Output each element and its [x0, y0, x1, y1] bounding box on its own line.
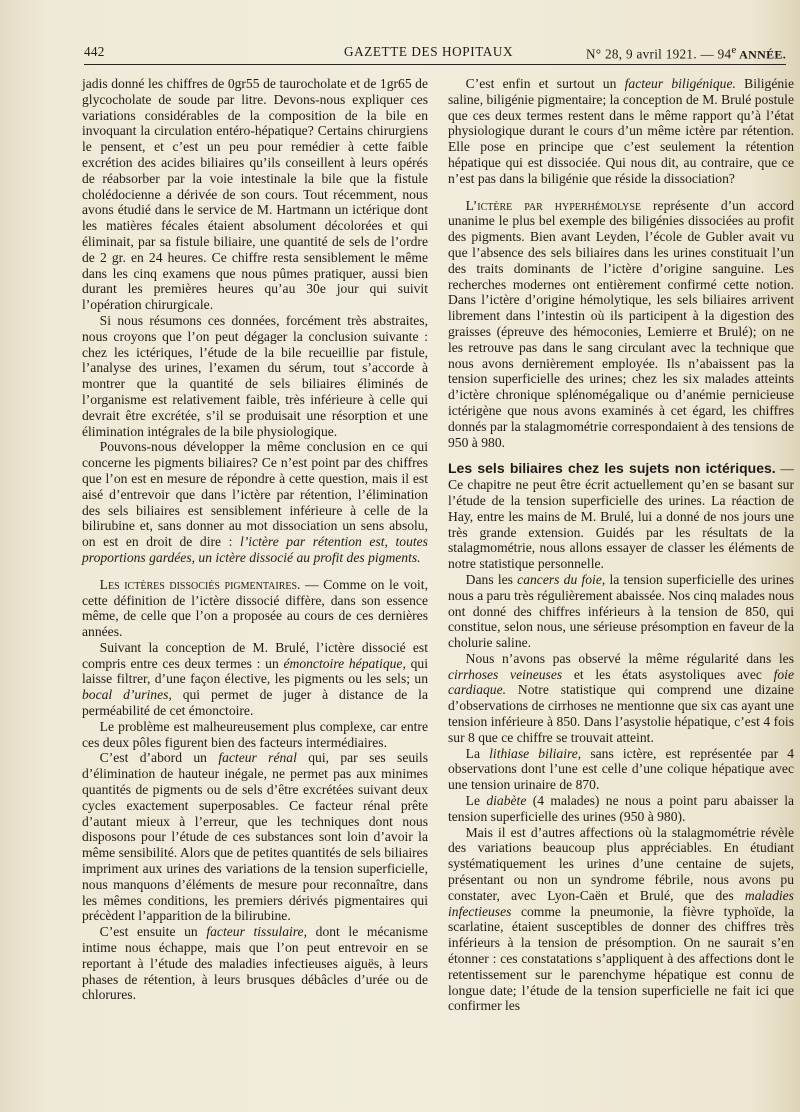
- italic-term: facteur rénal: [218, 750, 297, 766]
- paragraph: [82, 439, 428, 565]
- paragraph-text: représente d’un accord unanime le plus bel exemple des biligénies dissociées au profit des pigments. Bien avant Leyden, l’école de Gubler avait vu que l’absence des sels biliaires dans les urines constituait l’un des traits dominants de l’ictère d’origine sanguine. Les recherches modernes ont entièrement confirmé cette notion. Dans l’ictère d’origine hémolytique, les sels biliaires arrivent librement dans l’intestin où ils participent à la digestion des graisses (épreuve des hémoconies, Lemierre et Brulé); on ne les retrouve pas dans le sang circulant avec la technique que nous avons dernièrement employée. Ils n’abaissent pas la tension superficielle des urines; chez les six malades atteints d’ictère chronique splénomégalique ou d’anémie pernicieuse ictérigène que nous avons examinés à cet égard, les chiffres donnés par la stalagmométrie correspondaient à des tensions de 950 à 980.: [448, 197, 794, 450]
- paragraph-text: et les états asystoliques avec: [573, 666, 762, 682]
- paragraph-text: C’est d’abord un: [99, 750, 207, 766]
- italic-term: bocal d’urines,: [82, 687, 172, 703]
- paragraph-text: — Ce chapitre ne peut être écrit actuellement qu’en se basant sur l’étude de la tension superficielle des urines. La réaction de Hay, entre les mains de M. Brulé, lui a donné de nos jours une très grande extension. Guidés par les résultats de la stalagmométrie, nous allons essayer de classer les éléments de notre statistique personnelle.: [448, 461, 794, 572]
- issue-line: [586, 44, 786, 62]
- paragraph-text: La: [465, 745, 481, 761]
- paragraph: [448, 651, 794, 746]
- section-heading-bold: Les sels biliaires chez les sujets non ictériques.: [448, 460, 776, 477]
- paragraph-text: dont le mécanisme intime nous échappe, mais que l’on peut entrevoir en se reportant à l’étude des maladies infectieuses aiguës, à leurs phases de rétention, à leurs brusques débâcles d’urée ou de chlorures.: [82, 924, 429, 1003]
- paragraph: [82, 577, 428, 640]
- issue-date: N° 28, 9 avril 1921. — 94: [585, 46, 732, 62]
- paragraph-text: — Comme on le voit, cette définition de l’ictère dissocié diffère, dans son essence même, de celle que l’on a proposée au cours de ces dernières années.: [82, 576, 428, 640]
- section-heading: L’ictère par hyperhémolyse: [465, 197, 642, 213]
- paragraph-text: qui permet de juger à distance de la perméabilité de cet émonctoire.: [82, 687, 428, 719]
- page-number: 442: [84, 44, 105, 59]
- issue-ordinal: e: [731, 44, 737, 56]
- italic-term: cancers du foie,: [517, 571, 606, 587]
- paragraph-text: sans ictère, est représentée par 4 observations dont l’une est celle d’une colique hépatique avec une tension urinaire de 870.: [448, 745, 795, 793]
- paragraph-text: comme la pneumonie, la fièvre typhoïde, la scarlatine, étaient susceptibles de donner des chiffres très inférieurs à la tension de présomption. On ne saurait s’en étonner : ces constatations s’appliquent à des affections dont le retentissement sur le parenchyme hépatique est connu de longue date; l’étude de la tension superficielle ne fait ici que confirmer les: [448, 903, 794, 1014]
- paragraph-text: qui, par ses seuils d’élimination de hauteur inégale, ne permet pas aux minimes quantités de pigments ou de sels d’être excrétées suivant deux cycles exactement superposables. Ce facteur rénal prête d’autant mieux à l’erreur, que les techniques dont nous disposons pour l’étude de ces substances sont loin d’avoir la même sensibilité. Alors que de petites quantités de sels biliaires impriment aux urines des variations de la tension superficielle, nous manquons d’éléments de mesure pour reconnaître, dans les mêmes conditions, les premiers dérivés pigmentaires qui précèdent l’apparition de la bilirubine.: [82, 750, 428, 924]
- paragraph-text: (4 malades) ne nous a point paru abaisser la tension superficielle des urines (950 à 980).: [448, 793, 795, 824]
- italic-term: foie cardiaque.: [448, 666, 794, 698]
- italic-term: maladies infectieuses: [448, 887, 794, 919]
- paragraph: [448, 746, 794, 793]
- paragraph: Si nous résumons ces données, forcément très abstraites, nous croyons que l’on peut dégager la conclusion suivante : chez les ictériques, l’étude de la bile recueillie par fistule, l’analyse des urines, l’examen du sérum, tout s’accorde à montrer que la quantité de sels biliaires éliminés de l’organisme est relativement faible, très inférieure à celle qui devrait être excrétée, s’il se produisait une résorption et une élimination intégrales de la bile physiologique.: [82, 312, 428, 439]
- italic-term: facteur biligénique.: [624, 76, 736, 91]
- paragraph-text: qui laisse filtrer, d’une façon élective, les pigments ou les sels; un: [82, 655, 428, 687]
- italic-term: diabète: [486, 793, 527, 809]
- paragraph-text: Dans les: [465, 571, 513, 587]
- italic-term: cirrhoses veineuses: [448, 666, 563, 682]
- paragraph-text: la tension superficielle des urines nous a paru très régulièrement abaissée. Nos cinq malades nous ont donné des chiffres inférieurs à la tension de 850, qui constitue, selon nous, une sérieuse présomption en faveur de la cholurie saline.: [448, 571, 795, 651]
- page-header: [84, 44, 786, 64]
- paragraph: jadis donné les chiffres de 0gr55 de taurocholate et de 1gr65 de glycocholate de soude par litre. Devons-nous expliquer ces variations considérables de la composition de la bile en invoquant la circulation entéro-hépatique? Certains chirurgiens le pensent, et c’est un peu pour remédier à cette faible excrétion des acides biliaires qu’ils conseillent à leurs opérés de réabsorber par la voie intestinale la bile que la fistule cholédocienne a dérivée de son cours. Tout récemment, nous avons étudié dans le service de M. Hartmann un ictérique dont les matières fécales étaient absolument décolorées et qui éliminait, par sa fistule biliaire, une quantité de sels de l’ordre de 2 gr. en 24 heures. Ce chiffre resta sensiblement le même dans les cinq examens que nous pûmes pratiquer, aussi bien durant les premières heures qu’au 30e jour qui suivit l’opération chirurgicale.: [82, 76, 428, 313]
- paragraph-text: Suivant la conception de M. Brulé, l’ictère dissocié est compris entre ces deux termes : un: [82, 639, 428, 671]
- paragraph: [82, 750, 428, 924]
- paragraph: [448, 572, 794, 651]
- paragraph-text: Le: [465, 793, 481, 809]
- paragraph: [448, 198, 794, 451]
- paragraph-text: Pouvons-nous développer la même conclusion en ce qui concerne les pigments biliaires? Ce n’est point par des chiffres que l’on est en mesure de répondre à cette question, mais il est aisé d’entrevoir que dans l’ictère par rétention, l’élimination des sels biliaires est sensiblement inférieure à celle de la bilirubine et, sans donner au mot dissociation un sens absolu, on est en droit de dire :: [82, 439, 428, 550]
- italic-conclusion: l’ictère par rétention est, toutes proportions gardées, un ictère dissocié au profit des pigments.: [82, 534, 428, 565]
- left-column: [82, 76, 428, 1003]
- issue-annee: ANNÉE.: [736, 47, 786, 62]
- paragraph-text: Biligénie saline, biligénie pigmentaire; la conception de M. Brulé postule que ces deux termes restent dans le même rapport qu’à l’état physiologique durant le cours d’un même ictère par rétention. Elle pose en principe que c’est seulement la rétention hépatique qui est dissociée. Qui nous dit, au contraire, que ce n’est pas dans la biligénie que réside la dissociation?: [448, 76, 794, 186]
- italic-term: lithiase biliaire,: [489, 745, 582, 761]
- paragraph: Le problème est malheureusement plus complexe, car entre ces deux pôles figurent bien des facteurs intermédiaires.: [82, 718, 428, 750]
- paragraph-text: Nous n’avons pas observé la même régularité dans les: [465, 650, 794, 666]
- paragraph-text: C’est ensuite un: [99, 924, 198, 940]
- journal-title: GAZETTE DES HOPITAUX: [344, 44, 514, 59]
- paragraph: [448, 461, 794, 572]
- paragraph: [448, 825, 794, 1015]
- paragraph-text: Mais il est d’autres affections où la stalagmométrie révèle des variations beaucoup plus appréciables. En étudiant systématiquement les urines d’une centaine de sujets, présentant ou non un syndrome fébrile, nous avons pu constater, avec Lyon-Caën et Brulé, que des: [448, 824, 794, 903]
- paragraph: [82, 924, 428, 1003]
- italic-term: émonctoire hépatique,: [283, 655, 406, 671]
- italic-term: facteur tissulaire,: [206, 924, 307, 940]
- right-column: [448, 76, 794, 1014]
- paragraph: [448, 76, 794, 187]
- paragraph: [448, 793, 794, 825]
- paragraph-text: C’est enfin et surtout un: [465, 76, 617, 91]
- header-rule: [84, 64, 786, 65]
- paragraph-text: Notre statistique qui comprend une dizaine d’observations de cirrhoses ne mentionne que six cas ayant une tension inférieure à 850. Dans l’asystolie hépatique, c’est 4 fois sur 8 que ce chiffre se trouvait atteint.: [448, 682, 794, 745]
- paragraph: [82, 640, 428, 719]
- section-heading: Les ictères dissociés pigmentaires.: [99, 576, 301, 592]
